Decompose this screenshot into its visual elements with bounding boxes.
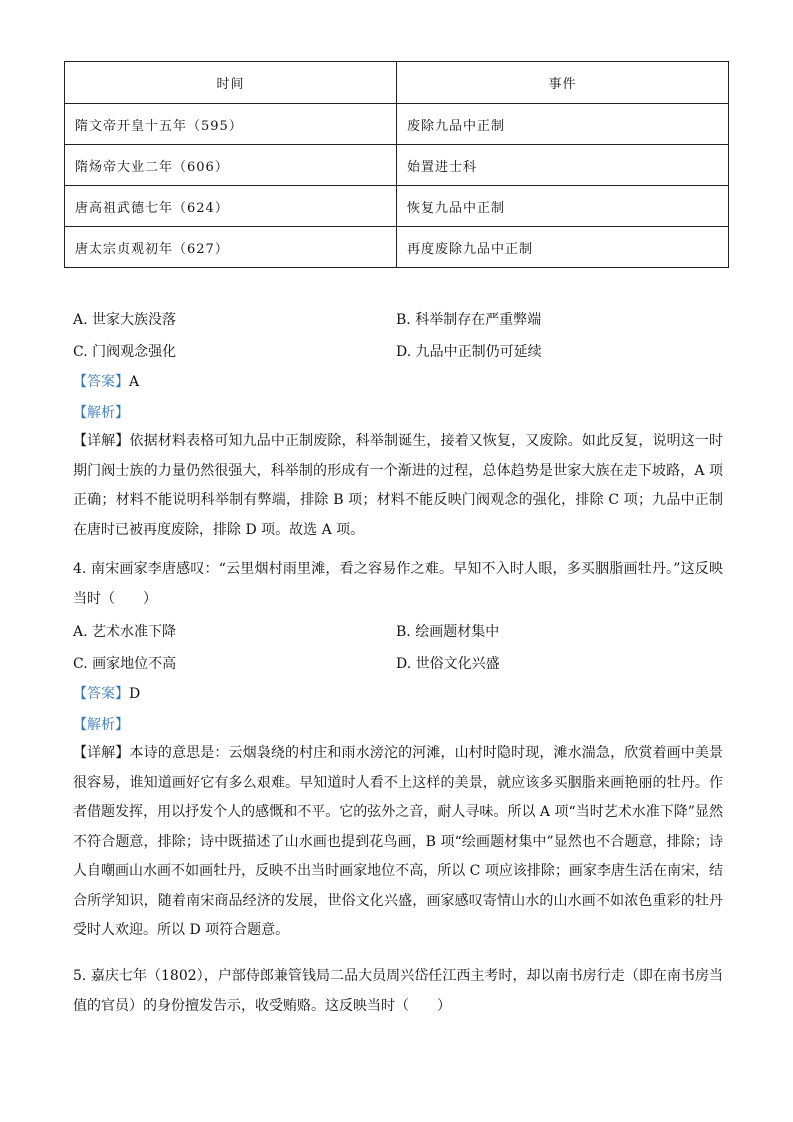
table-cell-event: 始置进士科 [397, 145, 729, 186]
table-row [65, 186, 729, 227]
detail-tag: 【详解】 [73, 745, 130, 761]
q3-answer [73, 372, 139, 392]
q5-stem: 5. 嘉庆七年（1802），户部侍郎兼管钱局二品大员周兴岱任江西主考时，却以南书房行走（即在南书房当值的官员）的身份擅发告示，收受贿赂。这反映当时（ ） [73, 968, 723, 1014]
answer-tag: 【答案】 [73, 374, 129, 390]
q3-analysis-tag: 【解析】 [73, 405, 129, 421]
table-row [65, 227, 729, 268]
table-cell-event: 废除九品中正制 [397, 104, 729, 145]
table-cell-event: 再度废除九品中正制 [397, 227, 729, 268]
q3-option-c: C. 门阀观念强化 [73, 344, 177, 360]
answer-tag: 【答案】 [73, 686, 129, 702]
answer-value: A [129, 374, 140, 390]
q3-option-a: A. 世家大族没落 [73, 312, 177, 328]
table-cell-time: 隋炀帝大业二年（606） [65, 145, 397, 186]
q4-analysis-tag: 【解析】 [73, 717, 129, 733]
table-row [65, 145, 729, 186]
detail-text: 本诗的意思是：云烟袅绕的村庄和雨水滂沱的河滩，山村时隐时现，滩水湍急，欣赏着画中美景很容易，谁知道画好它有多么艰难。早知道时人看不上这样的美景，就应该多买胭脂来画艳丽的牡丹。作者借题发挥，用以抒发个人的感慨和不平。它的弦外之音，耐人寻味。所以 A 项“当时艺术水准下降”显然不符合题意，排除；诗中既描述了山水画也提到花鸟画，B 项“绘画题材集中”显然也不合题意，排除；诗人自嘲画山水画不如画牡丹，反映不出当时画家地位不高，所以 C 项应该排除；画家李唐生活在南宋，结合所学知识，随着南宋商品经济的发展，世俗文化兴盛，画家感叹寄情山水的山水画不如浓色重彩的牡丹受时人欢迎。所以 D 项符合题意。 [73, 745, 724, 938]
table-cell-time: 唐高祖武德七年（624） [65, 186, 397, 227]
column-header-time: 时间 [65, 62, 397, 104]
q4-option-b: B. 绘画题材集中 [396, 624, 500, 640]
events-table [64, 61, 729, 268]
detail-text: 依据材料表格可知九品中正制废除，科举制诞生，接着又恢复，又废除。如此反复，说明这一时期门阀士族的力量仍然很强大，科举制的形成有一个渐进的过程，总体趋势是世家大族在走下坡路，A 项正确；材料不能说明科举制有弊端，排除 B 项；材料不能反映门阀观念的强化，排除 C 项；九品中正制在唐时已被再度废除，排除 D 项。故选 A 项。 [73, 433, 724, 538]
q4-option-d: D. 世俗文化兴盛 [396, 656, 500, 672]
answer-value: D [129, 686, 141, 702]
table-cell-time: 隋文帝开皇十五年（595） [65, 104, 397, 145]
q4-detail [73, 739, 723, 946]
q3-detail [73, 427, 723, 545]
q3-option-b: B. 科举制存在严重弊端 [396, 312, 542, 328]
table-cell-time: 唐太宗贞观初年（627） [65, 227, 397, 268]
q4-answer [73, 684, 140, 704]
q3-option-d: D. 九品中正制仍可延续 [396, 344, 542, 360]
q4-option-a: A. 艺术水准下降 [73, 624, 177, 640]
table-cell-event: 恢复九品中正制 [397, 186, 729, 227]
q4-option-c: C. 画家地位不高 [73, 656, 177, 672]
detail-tag: 【详解】 [73, 433, 130, 449]
column-header-event: 事件 [397, 62, 729, 104]
table-row [65, 104, 729, 145]
table-header-row [65, 62, 729, 104]
q4-stem: 4. 南宋画家李唐感叹：“云里烟村雨里滩，看之容易作之难。早知不入时人眼，多买胭脂画牡丹。”这反映当时（ ） [73, 561, 723, 607]
